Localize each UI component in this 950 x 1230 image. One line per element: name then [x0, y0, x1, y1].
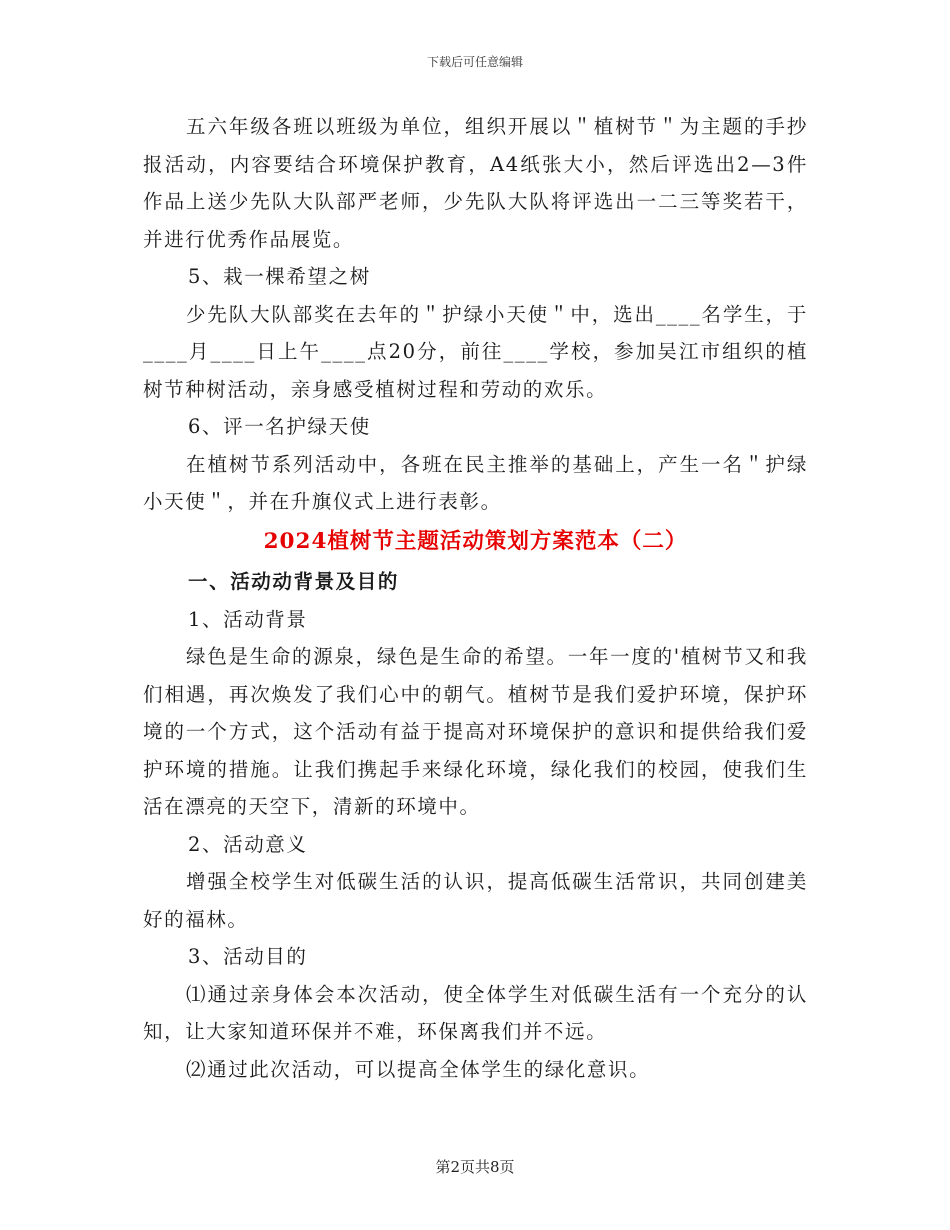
subheading-activity-background: 1、活动背景: [188, 607, 308, 631]
paragraph-goal-1: ⑴通过亲身体会本次活动，使全体学生对低碳生活有一个充分的认知，让大家知道环保并不难，环保离我们并不远。: [143, 982, 808, 1043]
paragraph-handwritten-newspaper: 五六年级各班以班级为单位，组织开展以＂植树节＂为主题的手抄报活动，内容要结合环境保护教育，A4纸张大小，然后评选出2—3件作品上送少先队大队部严老师，少先队大队将评选出一二三等奖若干，并进行优秀作品展览。: [143, 115, 808, 251]
paragraph-goal-2: ⑵通过此次活动，可以提高全体学生的绿化意识。: [186, 1057, 651, 1081]
heading-green-angel: 6、评一名护绿天使: [188, 415, 371, 438]
paragraph-tree-planting: 少先队大队部奖在去年的＂护绿小天使＂中，选出____名学生，于____月____日上午____点20分，前往____学校，参加吴江市组织的植树节种树活动，亲身感受植树过程和劳动的欢乐。: [143, 302, 808, 401]
document-body: [143, 108, 808, 1088]
document-title: 2024植树节主题活动策划方案范本（二）: [263, 528, 688, 554]
subheading-activity-meaning: 2、活动意义: [188, 832, 308, 856]
heading-plant-hope-tree: 5、栽一棵希望之树: [188, 265, 371, 288]
subheading-activity-goal: 3、活动目的: [188, 945, 308, 968]
paragraph-background: 绿色是生命的源泉，绿色是生命的希望。一年一度的'植树节又和我们相遇，再次焕发了我们心中的朝气。植树节是我们爱护环境，保护环境的一个方式，这个活动有益于提高对环境保护的意识和提供给我们爱护环境的措施。让我们携起手来绿化环境，绿化我们的校园，使我们生活在漂亮的天空下，清新的环境中。: [143, 645, 808, 818]
paragraph-green-angel: 在植树节系列活动中，各班在民主推举的基础上，产生一名＂护绿小天使＂，并在升旗仪式上进行表彰。: [143, 452, 808, 513]
paragraph-meaning: 增强全校学生对低碳生活的认识，提高低碳生活常识，共同创建美好的福林。: [143, 870, 808, 931]
page-header: 下载后可任意编辑: [426, 55, 523, 69]
section-heading-background: 一、活动动背景及目的: [188, 569, 400, 593]
page-footer: 第2页共8页: [435, 1158, 515, 1176]
